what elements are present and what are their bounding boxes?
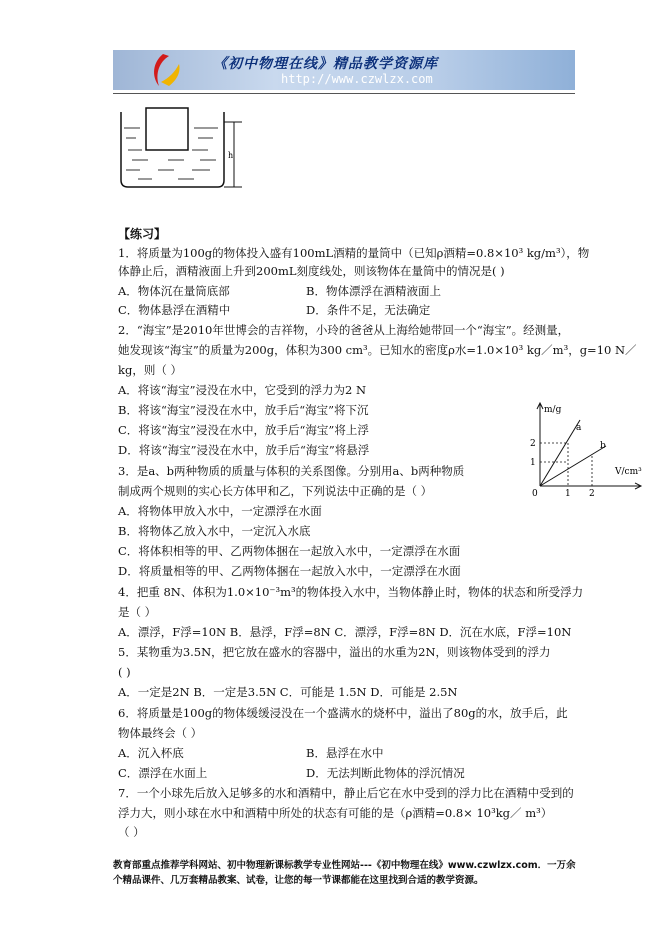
q2-line1: 2．“海宝”是2010年世博会的吉祥物，小玲的爸爸从上海给她带回一个“海宝”。经测量， <box>118 323 570 337</box>
logo-icon <box>145 52 185 88</box>
q6-line2: 物体最终会（ ） <box>118 726 203 740</box>
q2-option-c: C．将该“海宝”浸没在水中，放手后“海宝”将上浮 <box>118 423 369 437</box>
graph-xtick-1: 1 <box>565 489 571 498</box>
q5-options: A．一定是2N B．一定是3.5N C．可能是 1.5N D．可能是 2.5N <box>118 685 458 699</box>
q1-option-d: D．条件不足，无法确定 <box>306 303 431 317</box>
graph-xlabel: V/cm³ <box>615 467 642 477</box>
q6-option-a: A．沉入杯底 <box>118 746 184 760</box>
header-rule <box>113 93 575 94</box>
q1-line1: 1．将质量为100g的物体投入盛有100mL酒精的量筒中（已知ρ酒精=0.8×10³ kg/m³），物 <box>118 246 590 260</box>
q3-option-b: B．将物体乙放入水中，一定沉入水底 <box>118 524 311 538</box>
q1-option-c: C．物体悬浮在酒精中 <box>118 303 231 317</box>
page-footer <box>113 858 583 888</box>
q4-options: A．漂浮，F浮=10N B．悬浮，F浮=8N C．漂浮，F浮=8N D．沉在水底，F浮=10N <box>118 625 572 639</box>
banner-url: http://www.czwlzx.com <box>281 72 433 86</box>
q1-option-a: A．物体沉在量筒底部 <box>118 284 230 298</box>
q6-option-d: D．无法判断此物体的浮沉情况 <box>306 766 465 780</box>
q5-line1: 5．某物重为3.5N，把它放在盛水的容器中，溢出的水重为2N，则该物体受到的浮力 <box>118 645 551 659</box>
q5-line2: ( ) <box>118 665 131 679</box>
q6-option-c: C．漂浮在水面上 <box>118 766 208 780</box>
footer-line-1: 教育部重点推荐学科网站、初中物理新课标教学专业性网站---《初中物理在线》www.czwlzx.com．一万余 <box>113 860 576 871</box>
q1-line2: 体静止后，酒精液面上升到200mL刻度线处，则该物体在量筒中的情况是( ) <box>118 264 505 278</box>
graph-ytick-2: 2 <box>530 439 536 449</box>
q2-line2: 她发现该“海宝”的质量为200g，体积为300 cm³。已知水的密度ρ水=1.0×10³ kg／m³，g=10 N／ <box>118 343 637 357</box>
q7-line2: 浮力大，则小球在水中和酒精中所处的状态有可能的是（ρ酒精=0.8× 10³kg／ m³） <box>118 806 553 820</box>
graph-xtick-0: 0 <box>532 489 538 498</box>
height-label: h <box>228 151 234 160</box>
graph-ylabel: m/g <box>544 405 562 415</box>
q4-line1: 4．把重 8N、体积为1.0×10⁻³m³的物体投入水中，当物体静止时，物体的状态和所受浮力 <box>118 585 584 599</box>
section-heading: 【练习】 <box>118 227 167 241</box>
banner-title: 《初中物理在线》精品教学资源库 <box>213 56 438 72</box>
graph-xtick-2: 2 <box>589 489 595 498</box>
q3-line1: 3．是a、b两种物质的质量与体积的关系图像。分别用a、b两种物质 <box>118 464 465 478</box>
q1-option-b: B．物体漂浮在酒精液面上 <box>306 284 441 298</box>
mass-volume-graph <box>520 398 655 498</box>
q2-option-b: B．将该“海宝”浸没在水中，放手后“海宝”将下沉 <box>118 403 369 417</box>
q6-line1: 6．将质量是100g的物体缓缓浸没在一个盛满水的烧杯中，溢出了80g的水，放手后，此 <box>118 706 568 720</box>
q2-line3: kg，则（ ） <box>118 363 182 377</box>
q2-option-a: A．将该“海宝”浸没在水中，它受到的浮力为2 N <box>118 383 367 397</box>
q6-option-b: B．悬浮在水中 <box>306 746 384 760</box>
q2-option-d: D．将该“海宝”浸没在水中，放手后“海宝”将悬浮 <box>118 443 370 457</box>
q3-option-d: D．将质量相等的甲、乙两物体捆在一起放入水中，一定漂浮在水面 <box>118 564 461 578</box>
beaker-figure <box>118 100 248 195</box>
q7-line1: 7．一个小球先后放入足够多的水和酒精中，静止后它在水中受到的浮力比在酒精中受到的 <box>118 786 574 800</box>
graph-line-b-label: b <box>600 441 606 451</box>
q7-line3: （ ） <box>118 825 145 839</box>
q3-line2: 制成两个规则的实心长方体甲和乙，下列说法中正确的是（ ） <box>118 484 433 498</box>
graph-line-a-label: a <box>576 423 582 433</box>
q4-line2: 是（ ） <box>118 605 157 619</box>
q3-option-c: C．将体积相等的甲、乙两物体捆在一起放入水中，一定漂浮在水面 <box>118 544 461 558</box>
header-banner <box>113 50 575 90</box>
footer-line-2: 个精品课件、几万套精品教案、试卷，让您的每一节课都能在这里找到合适的教学资源。 <box>113 875 484 886</box>
graph-ytick-1: 1 <box>530 458 536 468</box>
q3-option-a: A．将物体甲放入水中，一定漂浮在水面 <box>118 504 322 518</box>
